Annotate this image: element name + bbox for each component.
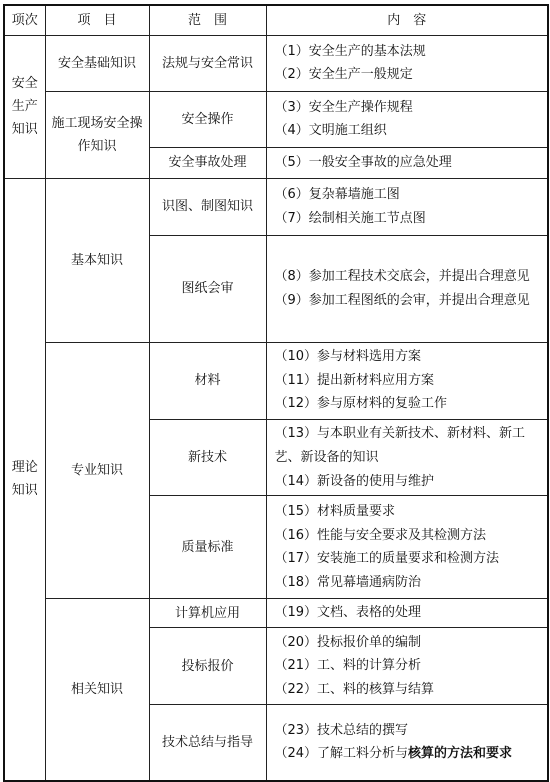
group-theory-label: 理论 知识	[11, 460, 38, 498]
content-cell	[266, 628, 548, 705]
table-row	[4, 599, 548, 628]
content-cell	[266, 705, 548, 781]
scope-materials: 材料	[149, 342, 266, 419]
group-theory	[4, 178, 45, 781]
table-row	[4, 91, 548, 147]
content-cell	[266, 496, 548, 599]
list-item: （13）与本职业有关新技术、新材料、新工艺、新设备的知识	[274, 425, 526, 465]
list-item: （16）性能与安全要求及其检测方法	[274, 527, 487, 543]
list-item: （19）文档、表格的处理	[274, 605, 422, 621]
group-safety	[4, 35, 45, 178]
group-safety-label: 安全 生产 知识	[11, 76, 38, 137]
list-item: （6）复杂幕墙施工图	[274, 187, 400, 202]
header-col-scope: 范 围	[149, 5, 266, 35]
list-item: （7）绘制相关施工节点图	[274, 210, 426, 226]
scope-computer: 计算机应用	[149, 599, 266, 628]
list-item: （15）材料质量要求	[274, 504, 396, 519]
list-item: （11）提出新材料应用方案	[274, 372, 435, 388]
project-related: 相关知识	[45, 599, 149, 781]
list-item: （18）常见幕墙通病防治	[274, 574, 422, 590]
list-item: （21）工、料的计算分析	[274, 658, 422, 674]
scope-new-tech: 新技术	[149, 419, 266, 496]
content-cell	[266, 178, 548, 235]
project-professional: 专业知识	[45, 342, 149, 599]
scope-drawing-review: 图纸会审	[149, 235, 266, 342]
list-item: （5）一般安全事故的应急处理	[274, 154, 452, 170]
content-cell	[266, 35, 548, 91]
table-row	[4, 35, 548, 91]
list-item: （8）参加工程技术交底会，并提出合理意见	[274, 268, 530, 284]
project-basic: 基本知识	[45, 178, 149, 342]
header-col-content: 内 容	[266, 5, 548, 35]
project-site-safety: 施工现场安全操作知识	[45, 91, 149, 178]
list-item: （20）投标报价单的编制	[274, 634, 422, 650]
content-cell	[266, 342, 548, 419]
item-24-part-a: （24）了解工料分析与	[274, 746, 409, 761]
list-item: （10）参与材料选用方案	[274, 349, 422, 365]
project-safety-basic: 安全基础知识	[45, 35, 149, 91]
header-col-category: 项次	[4, 5, 45, 35]
list-item: （17）安装施工的质量要求和检测方法	[274, 551, 500, 566]
list-item: （12）参与原材料的复验工作	[274, 396, 448, 412]
list-item: （4）文明施工组织	[274, 123, 387, 138]
scope-accident: 安全事故处理	[149, 147, 266, 178]
content-cell	[266, 147, 548, 178]
scope-quality: 质量标准	[149, 496, 266, 599]
content-cell	[266, 599, 548, 628]
scope-laws: 法规与安全常识	[149, 35, 266, 91]
scope-drawing-read: 识图、制图知识	[149, 178, 266, 235]
content-cell	[266, 419, 548, 496]
scope-summary: 技术总结与指导	[149, 705, 266, 781]
table-row	[4, 178, 548, 235]
header-col-project: 项 目	[45, 5, 149, 35]
list-item: （2）安全生产一般规定	[274, 67, 413, 82]
list-item: （14）新设备的使用与维护	[274, 473, 435, 489]
knowledge-table	[3, 4, 549, 782]
scope-bidding: 投标报价	[149, 628, 266, 705]
content-cell	[266, 235, 548, 342]
table-row	[4, 342, 548, 419]
list-item: （3）安全生产操作规程	[274, 99, 413, 115]
content-cell	[266, 91, 548, 147]
list-item: （23）技术总结的撰写	[274, 722, 409, 738]
list-item: （22）工、料的核算与结算	[274, 681, 435, 697]
header-row	[4, 5, 548, 35]
scope-operation: 安全操作	[149, 91, 266, 147]
list-item	[275, 742, 544, 766]
list-item: （9）参加工程图纸的会审，并提出合理意见	[274, 292, 530, 308]
item-24-part-b: 核算的方法和要求	[408, 746, 513, 761]
list-item: （1）安全生产的基本法规	[274, 43, 426, 59]
